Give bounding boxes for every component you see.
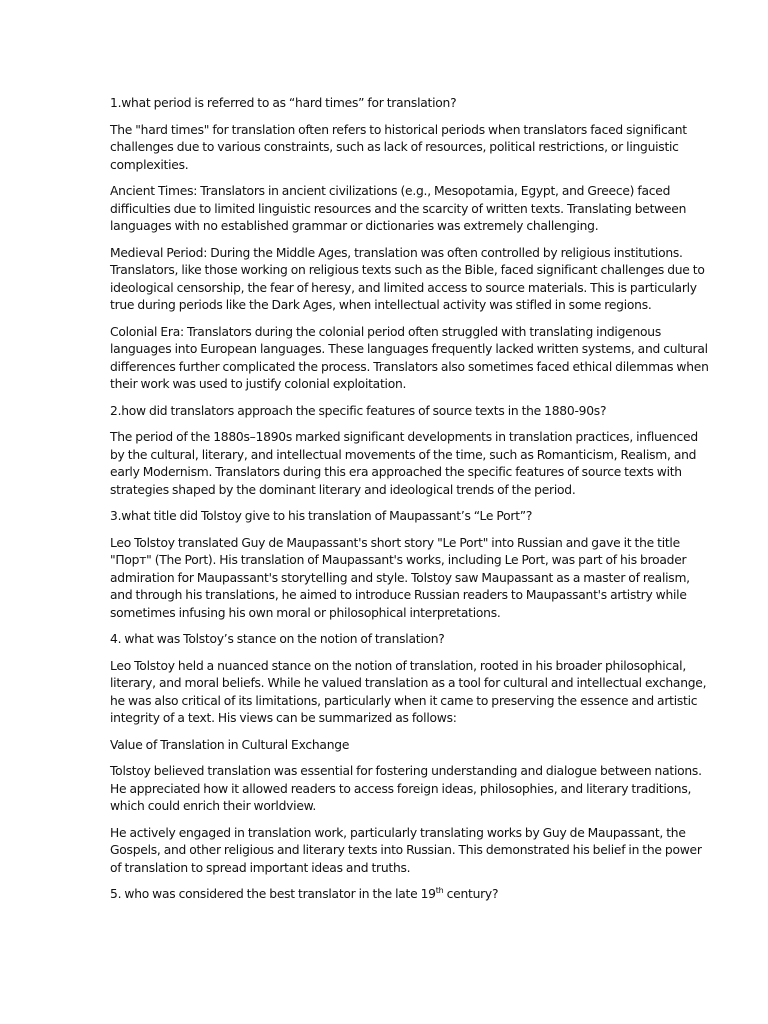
question-5-end: century? <box>443 887 499 901</box>
paragraph-colonial-era: Colonial Era: Translators during the colonial period often struggled with translating indigenous languages into European languages. These languages frequently lacked written systems, and cultural differences further complicated the process. Translators also sometimes faced ethical dilemmas when their work was used to justify colonial exploitation. <box>110 324 709 391</box>
paragraph-hard-times: The "hard times" for translation often refers to historical periods when translators faced significant challenges due to various constraints, such as lack of resources, political restrictions, or linguistic complexities. <box>110 122 687 172</box>
question-1: 1.what period is referred to as “hard times” for translation? <box>110 96 457 110</box>
question-5 <box>110 886 714 904</box>
question-2: 2.how did translators approach the specific features of source texts in the 1880-90s? <box>110 403 607 418</box>
paragraph-le-port: Leo Tolstoy translated Guy de Maupassant's short story "Le Port" into Russian and gave it the title "Порт" (The Port). His translation of Maupassant's works, including Le Port, was part of his broader admiration for Maupassant's storytelling and style. Tolstoy saw Maupassant as a master of realism, and through his translations, he aimed to introduce Russian readers to Maupassant's artistry while sometimes infusing his own moral or philosophical interpretations. <box>110 535 690 620</box>
question-3: 3.what title did Tolstoy give to his translation of Maupassant’s “Le Port”? <box>110 509 533 523</box>
paragraph-cultural-exchange: Tolstoy believed translation was essential for fostering understanding and dialogue between nations. He appreciated how it allowed readers to access foreign ideas, philosophies, and literary traditions, which could enrich their worldview. <box>110 764 702 813</box>
paragraph-tolstoy-stance: Leo Tolstoy held a nuanced stance on the notion of translation, rooted in his broader philosophical, literary, and moral beliefs. While he valued translation as a tool for cultural and intellectual exchange, he was also critical of its limitations, particularly when it came to preserving the essence and artistic integrity of a text. His views can be summarized as follows: <box>110 658 707 725</box>
paragraph-ancient-times: Ancient Times: Translators in ancient civilizations (e.g., Mesopotamia, Egypt, and Greece) faced difficulties due to limited linguistic resources and the scarcity of written texts. Translating between languages with no established grammar or dictionaries was extremely challenging. <box>110 184 687 233</box>
question-5-superscript: th <box>435 885 444 895</box>
subheading-cultural-exchange: Value of Translation in Cultural Exchange <box>110 737 350 752</box>
document-body <box>110 95 714 913</box>
paragraph-medieval-period: Medieval Period: During the Middle Ages, translation was often controlled by religious institutions. Translators, like those working on religious texts such as the Bible, faced significant challenges due to ideological censorship, the fear of heresy, and limited access to source materials. This is particularly true during periods like the Dark Ages, when intellectual activity was stifled in some regions. <box>110 245 705 312</box>
paragraph-1880s: The period of the 1880s–1890s marked significant developments in translation practices, influenced by the cultural, literary, and intellectual movements of the time, such as Romanticism, Realism, and early Modernism. Translators during this era approached the specific features of source texts with strategies shaped by the dominant literary and ideological trends of the period. <box>110 430 698 497</box>
question-5-text: 5. who was considered the best translator in the late 19 <box>110 887 436 901</box>
question-4: 4. what was Tolstoy’s stance on the notion of translation? <box>110 632 445 646</box>
paragraph-translation-work: He actively engaged in translation work, particularly translating works by Guy de Maupassant, the Gospels, and other religious and literary texts into Russian. This demonstrated his belief in the power of translation to spread important ideas and truths. <box>110 825 702 875</box>
